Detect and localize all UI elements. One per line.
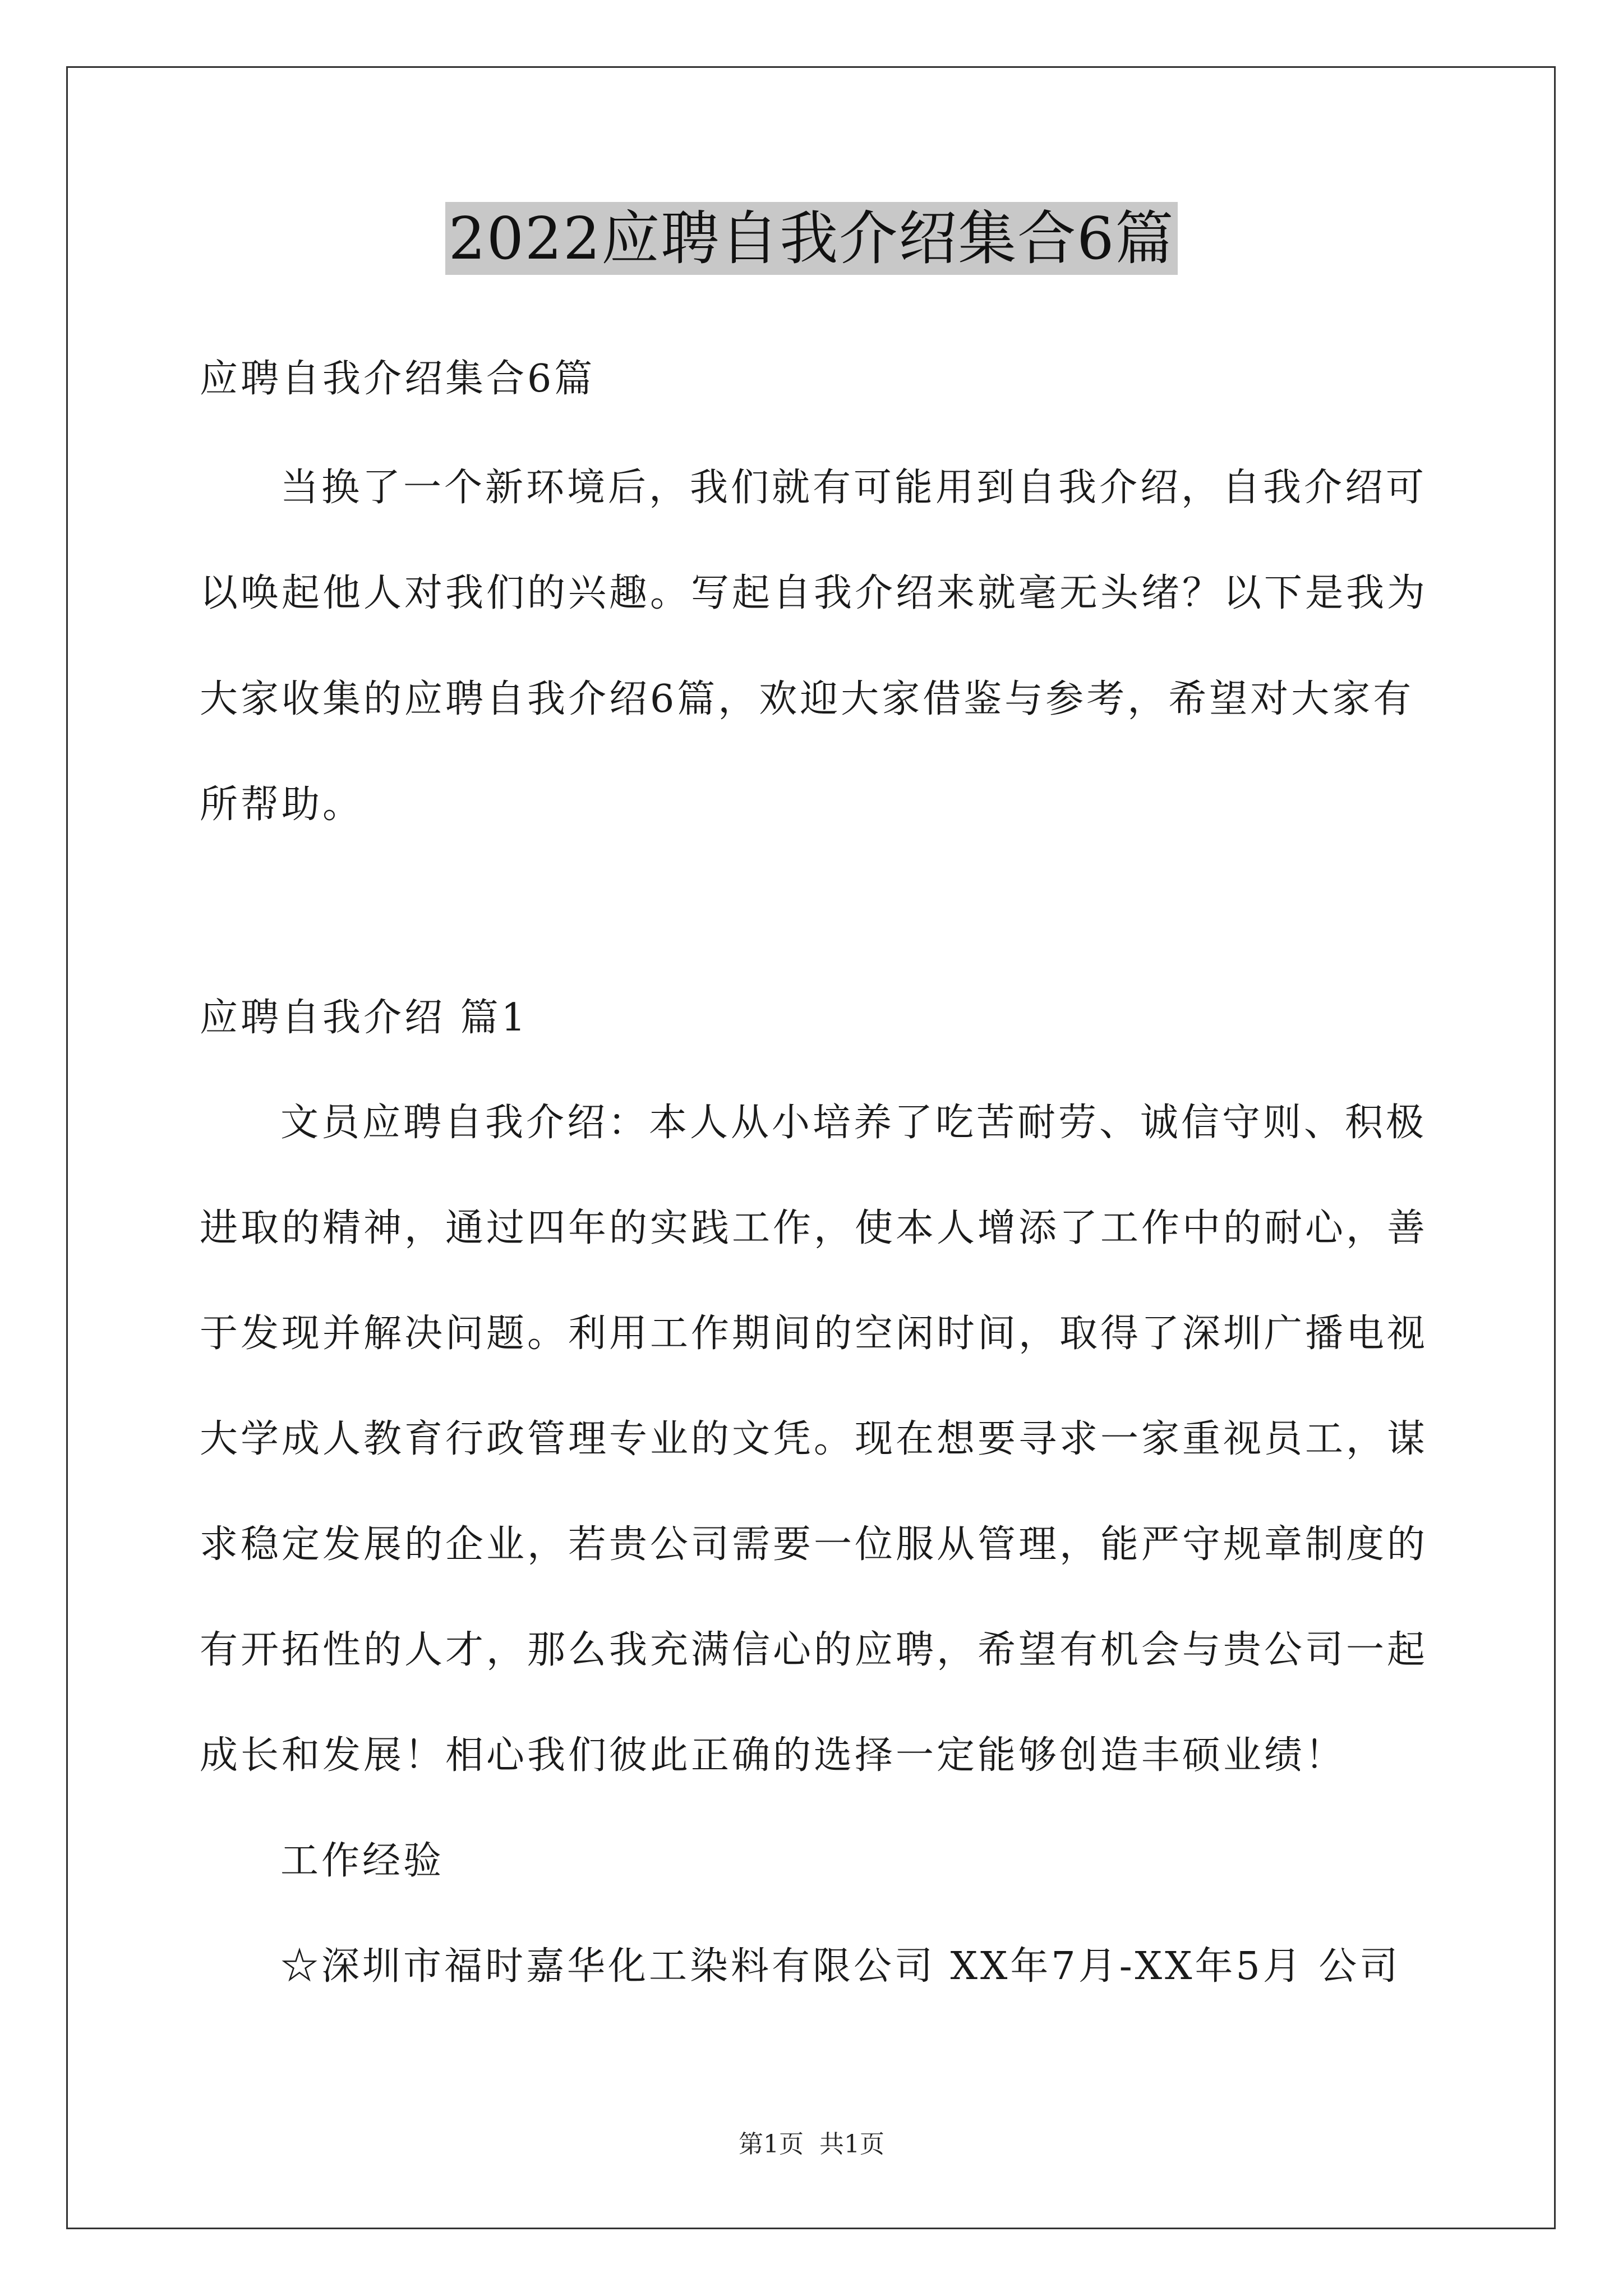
subtitle: 应聘自我介绍集合6篇 [200,357,596,401]
section-line: 进取的精神，通过四年的实践工作，使本人增添了工作中的耐心，善 [200,1206,1428,1250]
section-line: 文员应聘自我介绍：本人从小培养了吃苦耐劳、诚信守则、积极 [280,1101,1427,1145]
intro-line: 以唤起他人对我们的兴趣。写起自我介绍来就毫无头绪？以下是我为 [200,571,1428,615]
section-line: 求稳定发展的企业，若贵公司需要一位服从管理，能严守规章制度的 [200,1522,1428,1567]
section-line: 大学成人教育行政管理专业的文凭。现在想要寻求一家重视员工，谋 [200,1417,1428,1461]
title-wrap [0,202,1623,275]
section-line: 于发现并解决问题。利用工作期间的空闲时间，取得了深圳广播电视 [200,1312,1428,1356]
intro-line: 所帮助。 [200,783,364,827]
page-total: 共1页 [819,2130,884,2159]
section-line: 成长和发展！相心我们彼此正确的选择一定能够创造丰硕业绩！ [200,1733,1347,1778]
intro-line: 当换了一个新环境后，我们就有可能用到自我介绍，自我介绍可 [280,466,1427,510]
page-footer [0,2129,1623,2160]
document-title: 2022应聘自我介绍集合6篇 [445,202,1178,275]
intro-line: 大家收集的应聘自我介绍6篇，欢迎大家借鉴与参考，希望对大家有 [200,677,1414,721]
page-number: 第1页 [739,2130,804,2159]
section-line: 有开拓性的人才，那么我充满信心的应聘，希望有机会与贵公司一起 [200,1628,1428,1672]
job-entry: ☆深圳市福时嘉华化工染料有限公司 XX年7月-XX年5月 公司 [280,1944,1401,1989]
section-heading: 应聘自我介绍 篇1 [200,996,528,1040]
work-heading: 工作经验 [280,1839,445,1883]
